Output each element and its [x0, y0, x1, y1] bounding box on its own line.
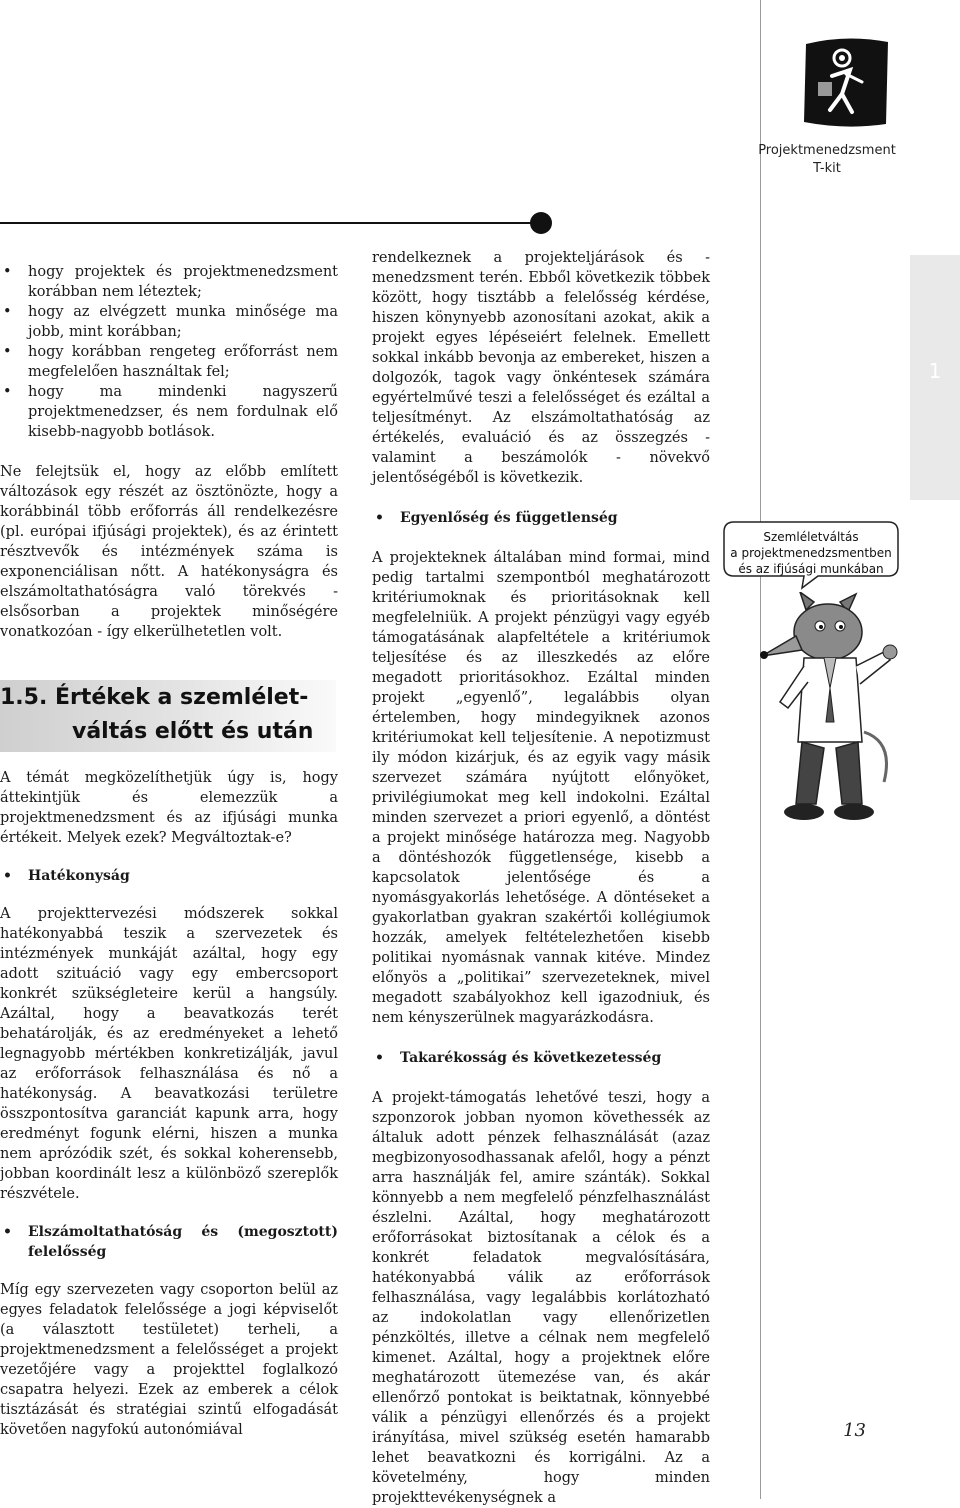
paragraph: A projekteknek általában mind formai, mind pedig tartalmi szempontból meghatározott kritériumoknak és prioritásoknak kell megfelelniük. A projekt pénzügyi vagy egyéb támogatásának alapfeltétele a kritériumok teljesítése és az illeszkedés az előre megadott prioritásokhoz. Ezáltal minden projekt „egyenlő”, legalábbis olyan értelemben, hogy mindegyiknek azonos kritériumokat kell teljesítenie. A nepotizmust ily módon kizárjuk, és az egyik vagy másik szervezet számára nyújtott előnyöket, privilégiumokat meg kell indokolni. Ezáltal minden szervezet a priori egyenlő, a döntést a projekt minősége határozza meg. Nagyobb a döntéshozók függetlensége, kisebb a kapcsolatok jelentősége és a nyomásgyakorlás lehetősége. A döntéseket a gyakorlatban gyakran szakértői kollégiumok hozzák, amelyek feltételezhetően kisebb politikai nyomásnak vannak kitéve. Mindez előnyös a „politikai” szervezeteknek, mivel megadott szabályokhoz kell igazodniuk, és nem kényszerülnek magyarázkodásra. [372, 550, 710, 1026]
section-heading-line: 1.5. Értékek a szemlélet- [0, 685, 309, 710]
tkit-logo-icon [798, 36, 894, 130]
subheading: • Egyenlőség és függetlenség [372, 508, 710, 528]
section-heading-line: váltás előtt és után [72, 719, 314, 744]
running-header [742, 142, 912, 178]
header-subtitle: T-kit [813, 161, 841, 176]
rat-mascot-illustration [744, 592, 904, 824]
chapter-number: 1 [928, 359, 942, 383]
speech-bubble [722, 520, 900, 590]
chapter-tab [910, 255, 960, 500]
speech-bubble-text [722, 529, 900, 577]
page-number: 13 [843, 1420, 866, 1441]
rule-end-dot [530, 212, 552, 234]
paragraph: A projekttervezési módszerek sokkal hatékonyabbá teszik a szervezetek és intézmények munkáját azáltal, hogy egy adott szituáció vagy egy embercsoport konkrét szükségleteire kerül a hangsúly. Azáltal, hogy a beavatkozás terét behatárolják, és az eredményeket a lehető legnagyobb mértékben konkretizálják, javul az erőforrások felhasználása és nő a hatékonyság. A beavatkozási területre összpontosítva garanciát kapunk arra, hogy eredményt fogunk elérni, hiszen a munka nem aprózódik szét, és sokkal koherensebb, jobban koordinált lesz a különböző szereplők részvétele. [0, 906, 338, 1202]
paragraph: rendelkeznek a projekteljárások és -menedzsment terén. Ebből következik többek között, hogy tisztább a felelősség kérdése, hiszen könynyebb azonosítani azokat, akik a projekt egyes lépéseiért felelnek. Emellett sokkal inkább bevonja az embereket, hiszen a dolgozók, tagok vagy önkéntesek számára egyértelművé teszi a felelősséget és ezáltal a teljesítményt. Az elszámoltathatóság az értékelés, evaluáció és az összegzés - valamint a beszámolók - növekvő jelentőségéből is következik. [372, 250, 710, 486]
right-column [372, 248, 710, 1508]
bubble-line: a projektmenedzsmentben [730, 546, 892, 560]
left-column [0, 262, 338, 642]
bubble-line: és az ifjúsági munkában [738, 562, 884, 576]
subheading: • Hatékonyság [0, 866, 338, 886]
bubble-line: Szemléletváltás [763, 530, 859, 544]
paragraph: Ne felejtsük el, hogy az előbb említett változások egy részét az ösztönözte, hogy a korábbinál több erőforrás áll rendelkezésre (pl. európai ifjúsági projektek), és az érintett résztvevők és intézmények száma is exponenciálisan nőtt. A hatékonyságra és elszámoltathatóságra való törekvés - elsősorban a projektek minőségére vonatkozóan - így elkerülhetetlen volt. [0, 464, 338, 640]
list-item: • hogy ma mindenki nagyszerű projektmenedzser, és nem fordulnak elő kisebb-nagyobb botlások. [0, 382, 338, 442]
subheading: • Elszámoltathatóság és (megosztott) felelősség [0, 1222, 338, 1262]
header-title: Projektmenedzsment [758, 143, 896, 158]
list-item: • hogy az elvégzett munka minősége ma jobb, mint korábban; [0, 302, 338, 342]
list-item: • hogy korábban rengeteg erőforrást nem megfelelően használtak fel; [0, 342, 338, 382]
bullet-list [0, 262, 338, 442]
paragraph: A projekt-támogatás lehetővé teszi, hogy a szponzorok jobban nyomon követhessék az általuk adott pénzek felhasználását (azaz megbizonyosodhassanak afelől, hogy a pénzt arra használják fel, amire szánták). Sokkal könnyebb a nem megfelelő pénzfelhasználást észlelni. Azáltal, hogy meghatározott erőforrásokat biztosítanak a célok és a konkrét feladatok megvalósítására, hatékonyabbá válik az erőforrások felhasználása, vagy legalábbis korlátozható az indokolatlan vagy ellenőrizetlen pénzköltés, illetve a célnak nem megfelelő kimenet. Azáltal, hogy a projektnek előre meghatározott ütemezése van, és akár ellenőrző pontokat is beiktatnak, könnyebbé válik a pénzügyi ellenőrzés és a projekt irányítása, mivel szükség esetén hamarabb lehet beavatkozni és korrigálni. Az a követelmény, hogy minden projekttevékenységnek a [372, 1090, 710, 1506]
paragraph: Míg egy szervezeten vagy csoporton belül az egyes feladatok felelőssége a jogi képviselőt (a választott testületet) terheli, a projektmenedzsment a felelősséget a projekt vezetőjére vagy a projekttel foglalkozó csapatra helyezi. Ezek az emberek a célok tisztázását és stratégiai szintű elfogadását követően nagyfokú autonómiával [0, 1282, 338, 1438]
section-heading [0, 681, 345, 749]
left-column-lower [0, 768, 338, 1440]
list-item: • hogy projektek és projektmenedzsment korábban nem léteztek; [0, 262, 338, 302]
paragraph: A témát megközelíthetjük úgy is, hogy áttekintjük és elemezzük a projektmenedzsment és az ifjúsági munka értékeit. Melyek ezek? Megváltoztak-e? [0, 770, 338, 846]
header-rule [0, 222, 535, 224]
subheading: • Takarékosság és következetesség [372, 1048, 710, 1068]
